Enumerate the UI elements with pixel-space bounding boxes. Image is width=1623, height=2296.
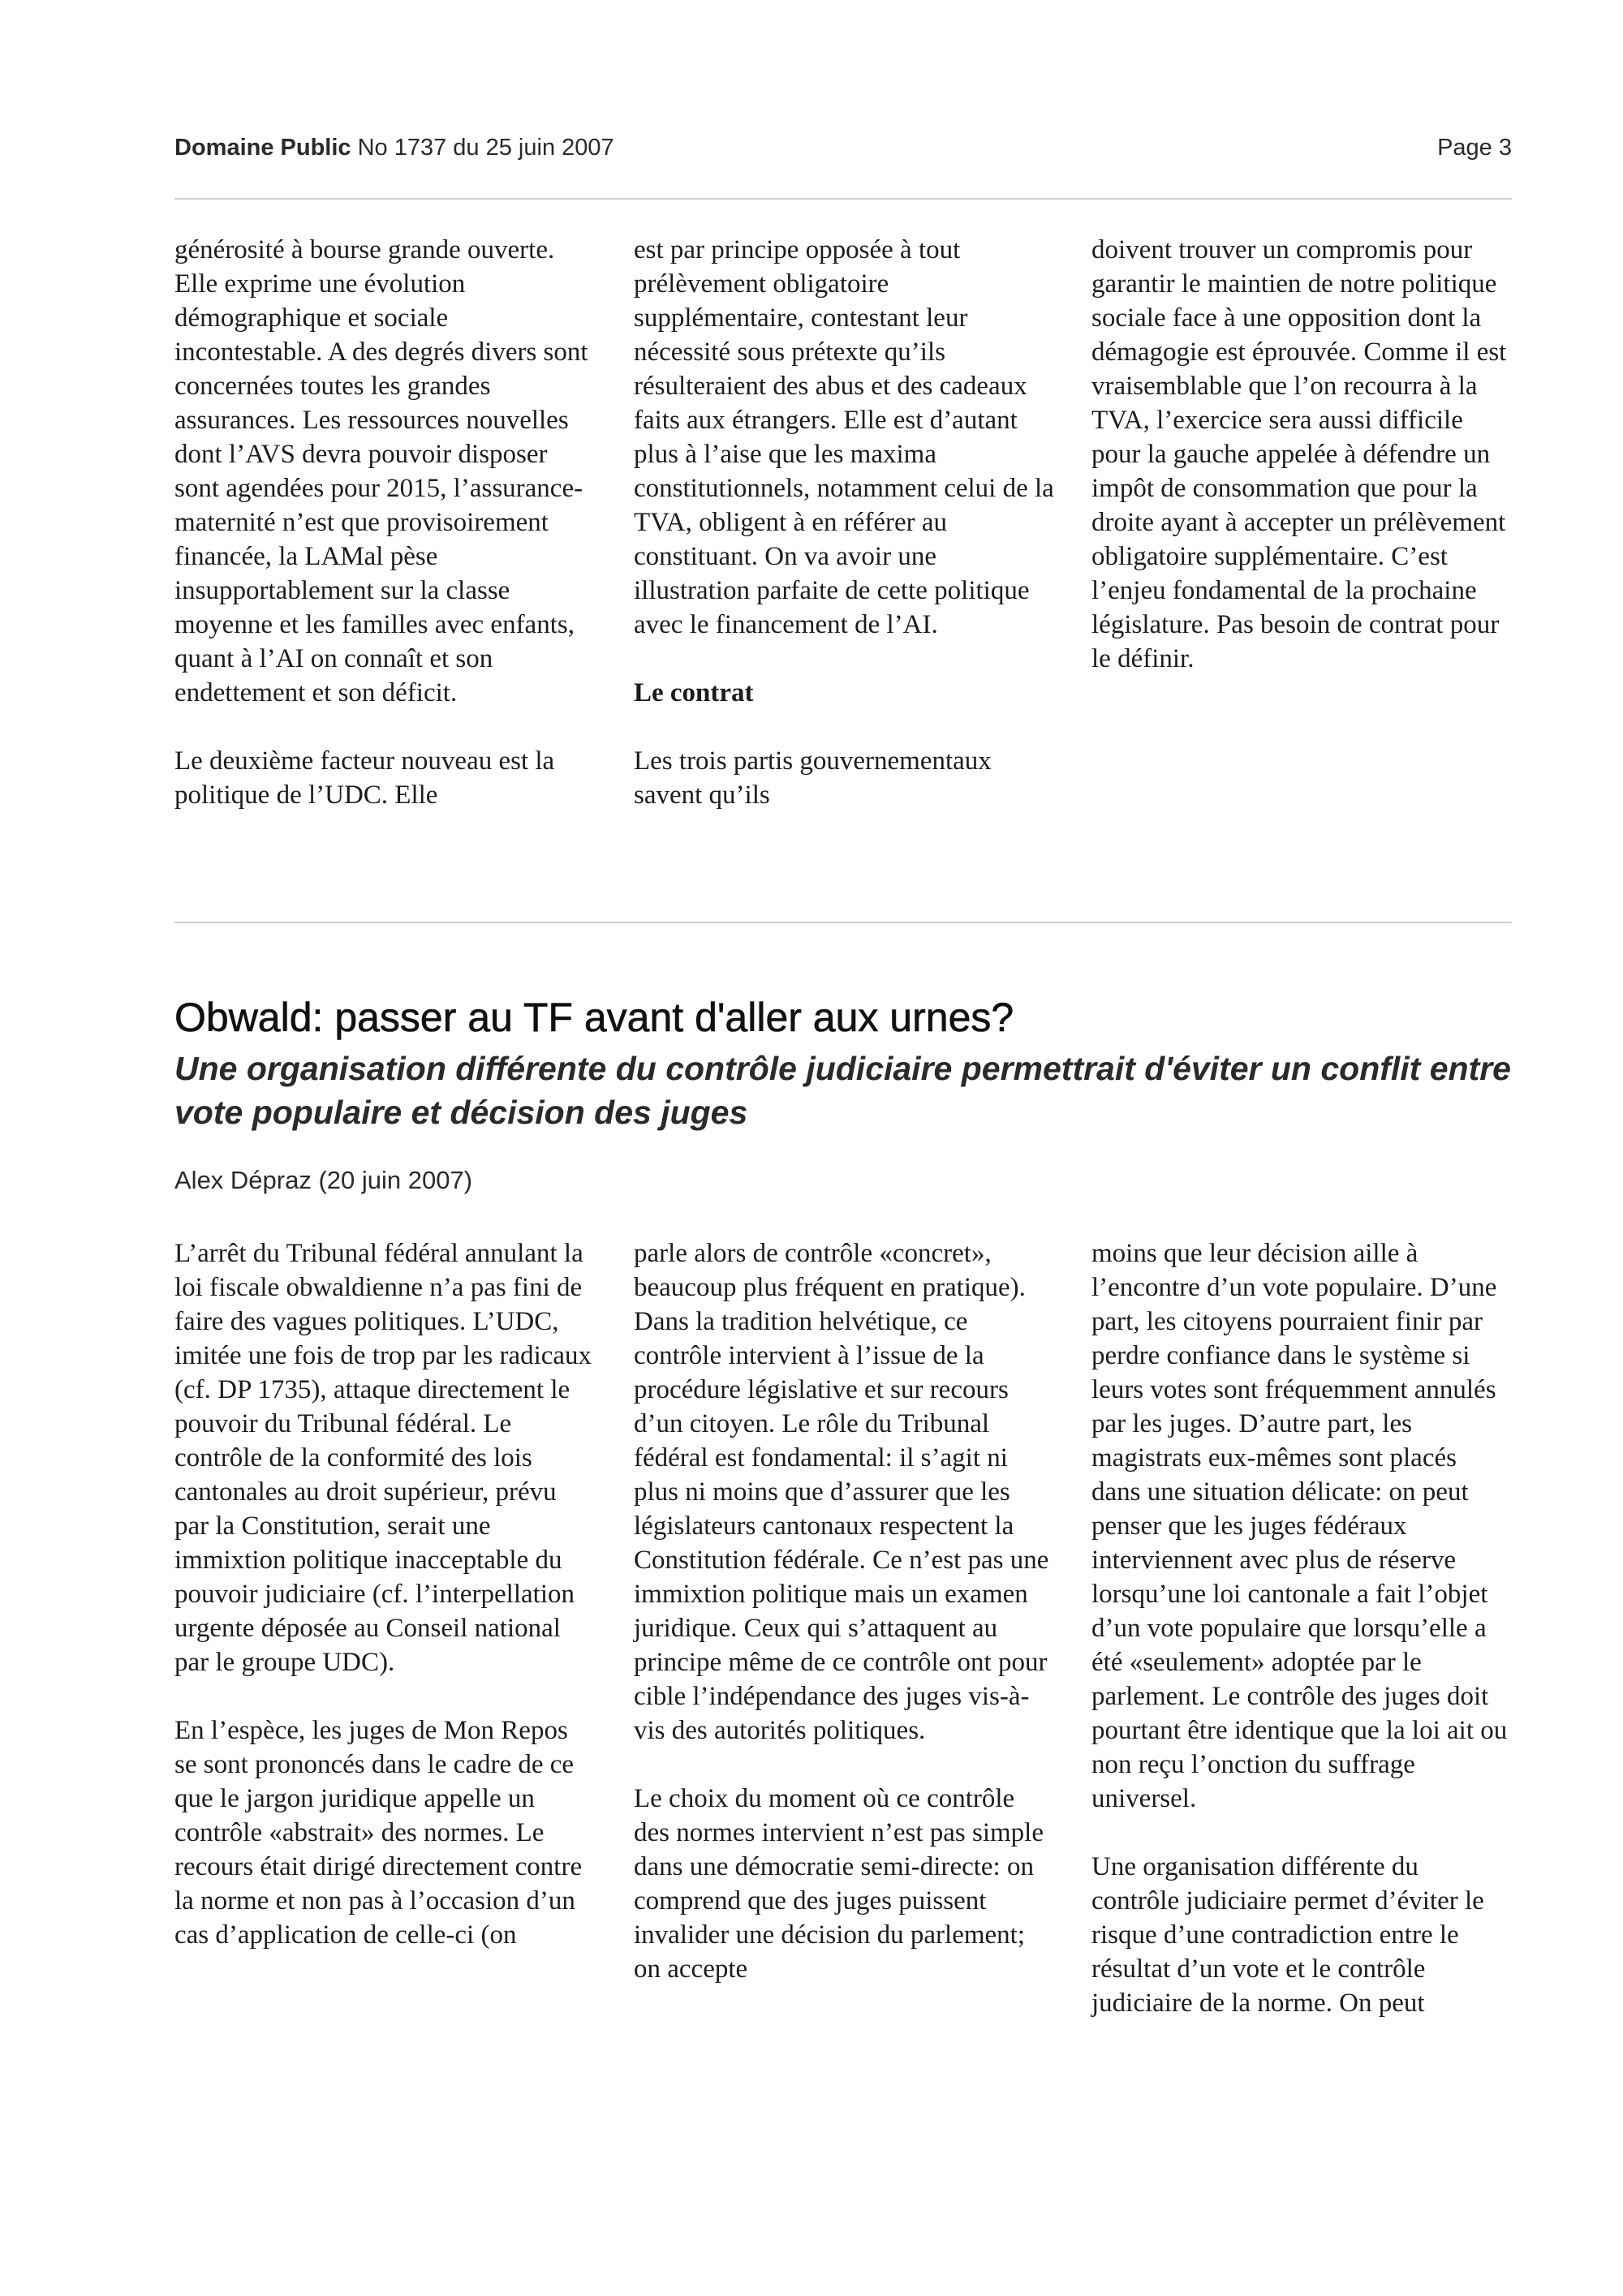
continued-column-1 xyxy=(174,233,595,812)
page-number: Page 3 xyxy=(1437,135,1512,161)
paragraph: parle alors de contrôle «concret», beaucoup plus fréquent en pratique). Dans la tradition helvétique, ce contrôle intervient à l’issue de la procédure législative et sur recours d’un citoyen. Le rôle du Tribunal fédéral est fondamental: il s’agit ni plus ni moins que d’assurer que les législateurs cantonaux respectent la Constitution fédérale. Ce n’est pas une immixtion politique mais un examen juridique. Ceux qui s’attaquent au principe même de ce contrôle ont pour cible l’indépendance des juges vis-à-vis des autorités politiques. xyxy=(634,1239,1049,1745)
continued-column-3 xyxy=(1091,233,1512,676)
paragraph: moins que leur décision aille à l’encontre d’un vote populaire. D’une part, les citoyens pourraient finir par perdre confiance dans le système si leurs votes sont fréquemment annulés par les juges. D’autre part, les magistrats eux-mêmes sont placés dans une situation délicate: on peut penser que les juges fédéraux interviennent avec plus de réserve lorsqu’une loi cantonale a fait l’objet d’un vote populaire que lorsqu’elle a été «seulement» adoptée par le parlement. Le contrôle des juges doit pourtant être identique que la loi ait ou non reçu l’onction du suffrage universel. xyxy=(1091,1239,1508,1813)
paragraph: Une organisation différente du contrôle judiciaire permet d’éviter le risque d’une contradiction entre le résultat d’un vote et le contrôle judiciaire de la norme. On peut xyxy=(1091,1852,1484,2018)
issue-info: No 1737 du 25 juin 2007 xyxy=(357,135,614,161)
article-subtitle: Une organisation différente du contrôle judiciaire permettrait d'éviter un conflit entre vote populaire et décision des juges xyxy=(174,1050,1511,1131)
section-subheading: Le contrat xyxy=(634,678,754,707)
paragraph: En l’espèce, les juges de Mon Repos se sont prononcés dans le cadre de ce que le jargon juridique appelle un contrôle «abstrait» des normes. Le recours était dirigé directement contre la norme et non pas à l’occasion d’un cas d’application de celle-ci (on xyxy=(174,1716,583,1950)
paragraph: Le deuxième facteur nouveau est la politique de l’UDC. Elle xyxy=(174,746,555,810)
byline: Alex Dépraz (20 juin 2007) xyxy=(174,1166,473,1194)
paragraph: est par principe opposée à tout prélèvement obligatoire supplémentaire, contestant leur nécessité sous prétexte qu’ils résulteraient des abus et des cadeaux faits aux étrangers. Elle est d’autant plus à l’aise que les maxima constitutionnels, notamment celui de la TVA, obligent à en référer au constituant. On va avoir une illustration parfaite de cette politique avec le financement de l’AI. xyxy=(634,235,1054,639)
page-header xyxy=(174,135,1512,167)
article-column-2 xyxy=(634,1236,1054,1986)
article-column-1 xyxy=(174,1236,595,1952)
publication-name: Domaine Public xyxy=(174,135,351,161)
article-column-3 xyxy=(1091,1236,1512,2020)
header-divider xyxy=(174,198,1512,200)
paragraph: Le choix du moment où ce contrôle des normes intervient n’est pas simple dans une démocratie semi-directe: on comprend que des juges puissent invalider une décision du parlement; on accepte xyxy=(634,1784,1044,1984)
paragraph: doivent trouver un compromis pour garantir le maintien de notre politique sociale face à une opposition dont la démagogie est éprouvée. Comme il est vraisemblable que l’on recourra à la TVA, l’exercice sera aussi difficile pour la gauche appelée à défendre un impôt de consommation que pour la droite ayant à accepter un prélèvement obligatoire supplémentaire. C’est l’enjeu fondamental de la prochaine législature. Pas besoin de contrat pour le définir. xyxy=(1091,235,1507,673)
continued-column-2 xyxy=(634,233,1054,812)
paragraph: Les trois partis gouvernementaux savent qu’ils xyxy=(634,746,992,810)
paragraph: générosité à bourse grande ouverte. Elle exprime une évolution démographique et sociale incontestable. A des degrés divers sont concernées toutes les grandes assurances. Les ressources nouvelles dont l’AVS devra pouvoir disposer sont agendées pour 2015, l’assurance-maternité n’est que provisoirement financée, la LAMal pèse insupportablement sur la classe moyenne et les familles avec enfants, quant à l’AI on connaît et son endettement et son déficit. xyxy=(174,235,588,707)
article-divider xyxy=(174,922,1512,923)
article-title: Obwald: passer au TF avant d'aller aux urnes? xyxy=(174,995,1014,1040)
paragraph: L’arrêt du Tribunal fédéral annulant la loi fiscale obwaldienne n’a pas fini de faire des vagues politiques. L’UDC, imitée une fois de trop par les radicaux (cf. DP 1735), attaque directement le pouvoir du Tribunal fédéral. Le contrôle de la conformité des lois cantonales au droit supérieur, prévu par la Constitution, serait une immixtion politique inacceptable du pouvoir judiciaire (cf. l’interpellation urgente déposée au Conseil national par le groupe UDC). xyxy=(174,1239,592,1677)
